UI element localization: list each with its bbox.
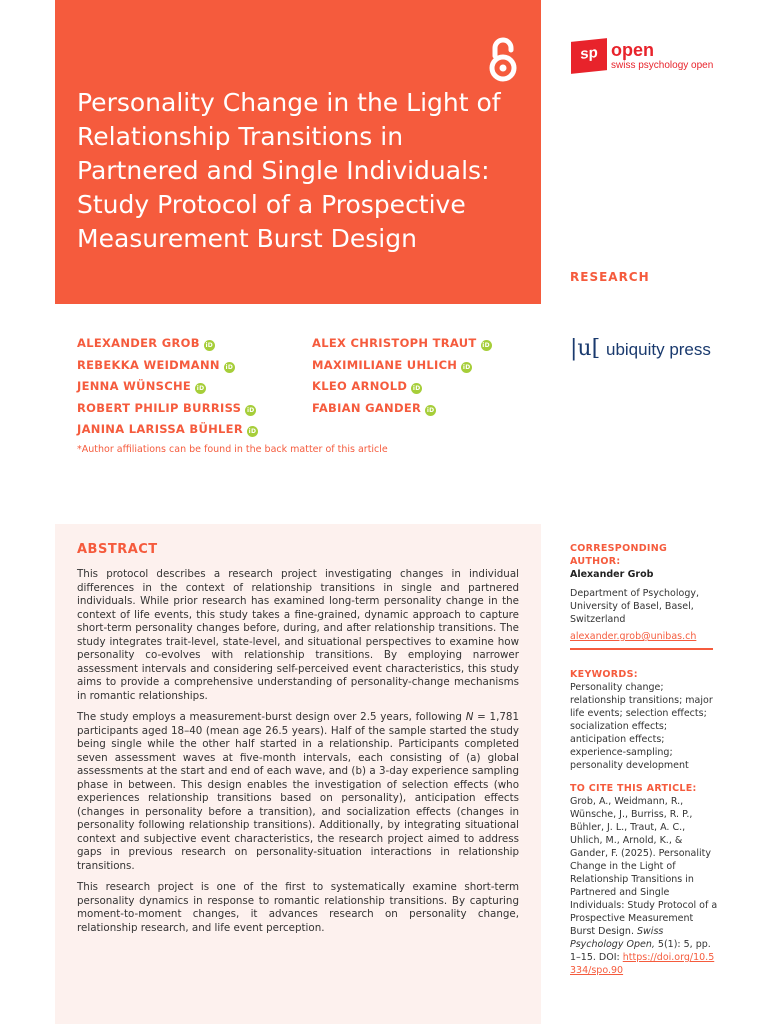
- author-name[interactable]: REBEKKA WEIDMANN iD: [77, 358, 234, 372]
- corresponding-author-block: [570, 542, 718, 643]
- affiliation-note[interactable]: *Author affiliations can be found in the back matter of this article: [77, 444, 388, 455]
- sidebar-divider: [570, 648, 713, 650]
- keywords-label: KEYWORDS:: [570, 669, 638, 680]
- keywords-list: Personality change; relationship transitions; major life events; selection effects; socialization effects; anticipation effects; experience-sampling; personality development: [570, 682, 713, 771]
- corresponding-author-affiliation: Department of Psychology, University of Basel, Basel, Switzerland: [570, 588, 699, 625]
- abstract-panel: [55, 524, 541, 1024]
- citation-block: [570, 782, 718, 977]
- orcid-icon[interactable]: iD: [205, 342, 214, 349]
- abstract-paragraph: This research project is one of the first to systematically examine short-term personality dynamics in response to romantic relationship transitions. By capturing moment-to-moment changes, it advances research on personality change, relationship research, and life event perception.: [77, 881, 519, 934]
- author-name[interactable]: ROBERT PHILIP BURRISS iD: [77, 401, 255, 415]
- title-banner: [55, 0, 541, 304]
- author-name[interactable]: ALEX CHRISTOPH TRAUT iD: [312, 336, 490, 350]
- sp-logo-mark: sp: [571, 38, 607, 74]
- orcid-icon[interactable]: iD: [412, 385, 421, 392]
- abstract-paragraph: This protocol describes a research project investigating changes in individual differences in the context of relationship transitions in single and partnered individuals. While prior research has examined long-term personality change in the context of life events, this study takes a fine-grained, dynamic approach to capture short-term personality changes before, during, and after relationship transitions. The study integrates trait-level, state-level, and situational perspectives to examine how personality co-evolves with relationship transitions. By employing narrower assessment intervals and considering self-perceived event characteristics, this study aims to provide a comprehensive understanding of personality-change mechanisms in romantic relationships.: [77, 568, 519, 702]
- orcid-icon[interactable]: iD: [426, 407, 435, 414]
- orcid-icon[interactable]: iD: [196, 385, 205, 392]
- author-name[interactable]: FABIAN GANDER iD: [312, 401, 435, 415]
- article-section-label: RESEARCH: [570, 270, 650, 284]
- corresponding-author-email[interactable]: alexander.grob@unibas.ch: [570, 631, 697, 642]
- corresponding-author-name: Alexander Grob: [570, 569, 654, 580]
- orcid-icon[interactable]: iD: [482, 342, 490, 349]
- orcid-icon[interactable]: iD: [246, 407, 255, 414]
- author-name[interactable]: KLEO ARNOLD iD: [312, 379, 421, 393]
- author-name[interactable]: MAXIMILIANE UHLICH iD: [312, 358, 471, 372]
- abstract-paragraph: The study employs a measurement-burst design over 2.5 years, following N = 1,781 participants aged 18–40 (mean age 26.5 years). Half of the sample started the study being single while the other half started in a relationship. Participants completed seven assessment waves at five-month intervals, each consisting of (a) global assessments at the start and end of each wave, and (b) a 3-day experience sampling phase in between. This design enables the investigation of selection effects (who experiences relationship transitions based on personality), anticipation effects (changes in personality before a transition), and socialization effects (changes in personality following relationship transitions). Additionally, by integrating situational context and subjective event characteristics, the research project aimed to address gaps in previous research on personality-situation interactions in relationship transitions.: [77, 711, 519, 872]
- corresponding-author-label: CORRESPONDING AUTHOR:: [570, 543, 668, 567]
- abstract-heading: ABSTRACT: [77, 542, 158, 557]
- orcid-icon[interactable]: iD: [248, 428, 257, 435]
- article-title: Personality Change in the Light of Relationship Transitions in Partnered and Single Individuals: Study Protocol of a Prospective Measurement Burst Design: [77, 88, 501, 253]
- author-name[interactable]: JENNA WÜNSCHE iD: [77, 379, 205, 393]
- citation-text: Grob, A., Weidmann, R., Wünsche, J., Burriss, R. P., Bühler, J. L., Traut, A. C., Uhlich, M., Arnold, K., & Gander, F. (2025). Personality Change in the Light of Relationship Transitions in Partnered and Single Individuals: Study Protocol of a Prospective Measurement Burst Design. Swiss Psychology Open, 5(1): 5, pp. 1–15. DOI: https://doi.org/10.5334/spo.90: [570, 796, 718, 976]
- ubiquity-logo-mark: |u[: [570, 336, 601, 361]
- sp-logo-subtitle: swiss psychology open: [611, 60, 714, 71]
- abstract-body: [77, 568, 519, 943]
- orcid-icon[interactable]: iD: [462, 364, 471, 371]
- doi-link[interactable]: https://doi.org/10.5334/spo.90: [570, 952, 715, 976]
- open-access-icon: [483, 34, 523, 84]
- swiss-psychology-open-logo[interactable]: [571, 40, 721, 80]
- ubiquity-logo-name: ubiquity press: [606, 340, 711, 359]
- citation-label: TO CITE THIS ARTICLE:: [570, 783, 697, 794]
- orcid-icon[interactable]: iD: [225, 364, 234, 371]
- sp-logo-open: open: [611, 40, 654, 60]
- author-name[interactable]: ALEXANDER GROB iD: [77, 336, 214, 350]
- keywords-block: [570, 668, 718, 772]
- author-name[interactable]: JANINA LARISSA BÜHLER iD: [77, 422, 257, 436]
